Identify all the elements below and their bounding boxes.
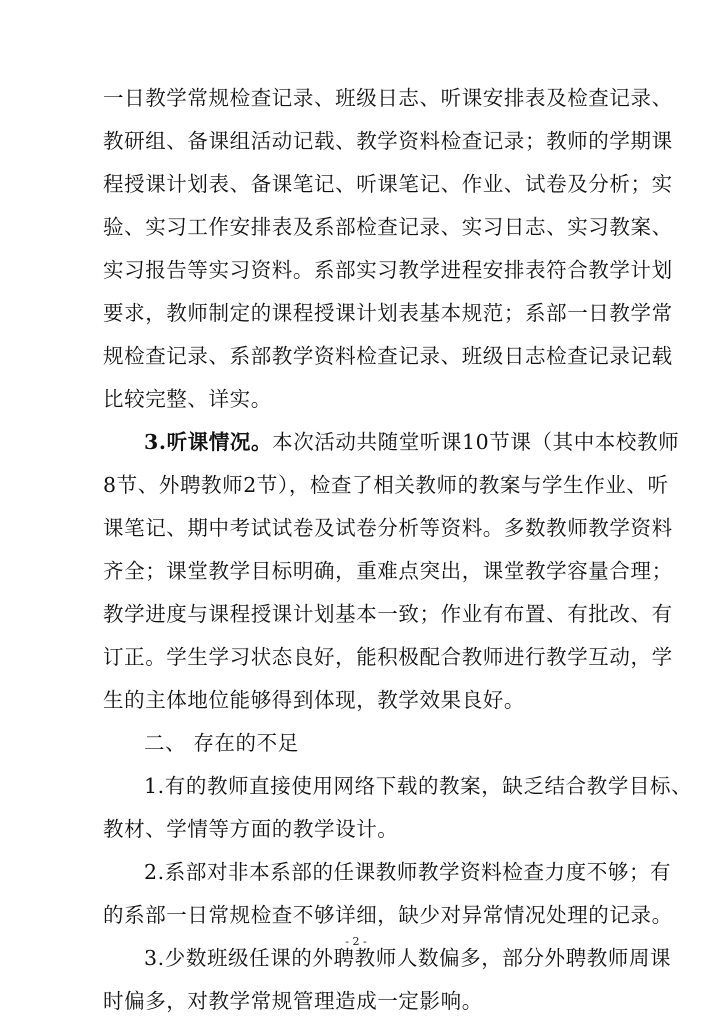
list-item: 1.有的教师直接使用网络下载的教案，缺乏结合教学目标、 <box>144 774 693 798</box>
body-line: 教学进度与课程授课计划基本一致；作业有布置、有批改、有 <box>103 602 673 626</box>
body-line: 比较完整、详实。 <box>103 387 272 411</box>
section-heading-listening: 3.听课情况。 <box>144 430 273 454</box>
body-line: 教研组、备课组活动记载、教学资料检查记录；教师的学期课 <box>103 129 673 153</box>
body-line: 时偏多，对教学常规管理造成一定影响。 <box>103 989 483 1013</box>
list-item: 3.少数班级任课的外聘教师人数偏多，部分外聘教师周课 <box>144 946 672 970</box>
body-line: 8节、外聘教师2节），检查了相关教师的教案与学生作业、听 <box>103 473 669 497</box>
section-heading-shortcomings: 二、 存在的不足 <box>144 731 299 755</box>
body-line: 齐全；课堂教学目标明确，重难点突出，课堂教学容量合理； <box>103 559 673 583</box>
body-line: 实习报告等实习资料。系部实习教学进程安排表符合教学计划 <box>103 258 673 282</box>
list-item: 2.系部对非本系部的任课教师教学资料检查力度不够；有 <box>144 860 672 884</box>
body-line: 规检查记录、系部教学资料检查记录、班级日志检查记录记载 <box>103 344 673 368</box>
body-line: 课笔记、期中考试试卷及试卷分析等资料。多数教师教学资料 <box>103 516 673 540</box>
body-line: 验、实习工作安排表及系部检查记录、实习日志、实习教案、 <box>103 215 673 239</box>
body-line: 一日教学常规检查记录、班级日志、听课安排表及检查记录、 <box>103 86 673 110</box>
body-line: 订正。学生学习状态良好，能积极配合教师进行教学互动，学 <box>103 645 673 669</box>
body-line: 程授课计划表、备课笔记、听课笔记、作业、试卷及分析；实 <box>103 172 673 196</box>
section-paragraph-start <box>144 427 679 457</box>
body-line: 的系部一日常规检查不够详细，缺少对异常情况处理的记录。 <box>103 903 673 927</box>
body-line: 生的主体地位能够得到体现，教学效果良好。 <box>103 688 525 712</box>
body-text: 本次活动共随堂听课10节课（其中本校教师 <box>272 430 680 454</box>
body-line: 教材、学情等方面的教学设计。 <box>103 817 399 841</box>
body-line: 要求，教师制定的课程授课计划表基本规范；系部一日教学常 <box>103 301 673 325</box>
page-number: - 2 - <box>345 935 367 948</box>
